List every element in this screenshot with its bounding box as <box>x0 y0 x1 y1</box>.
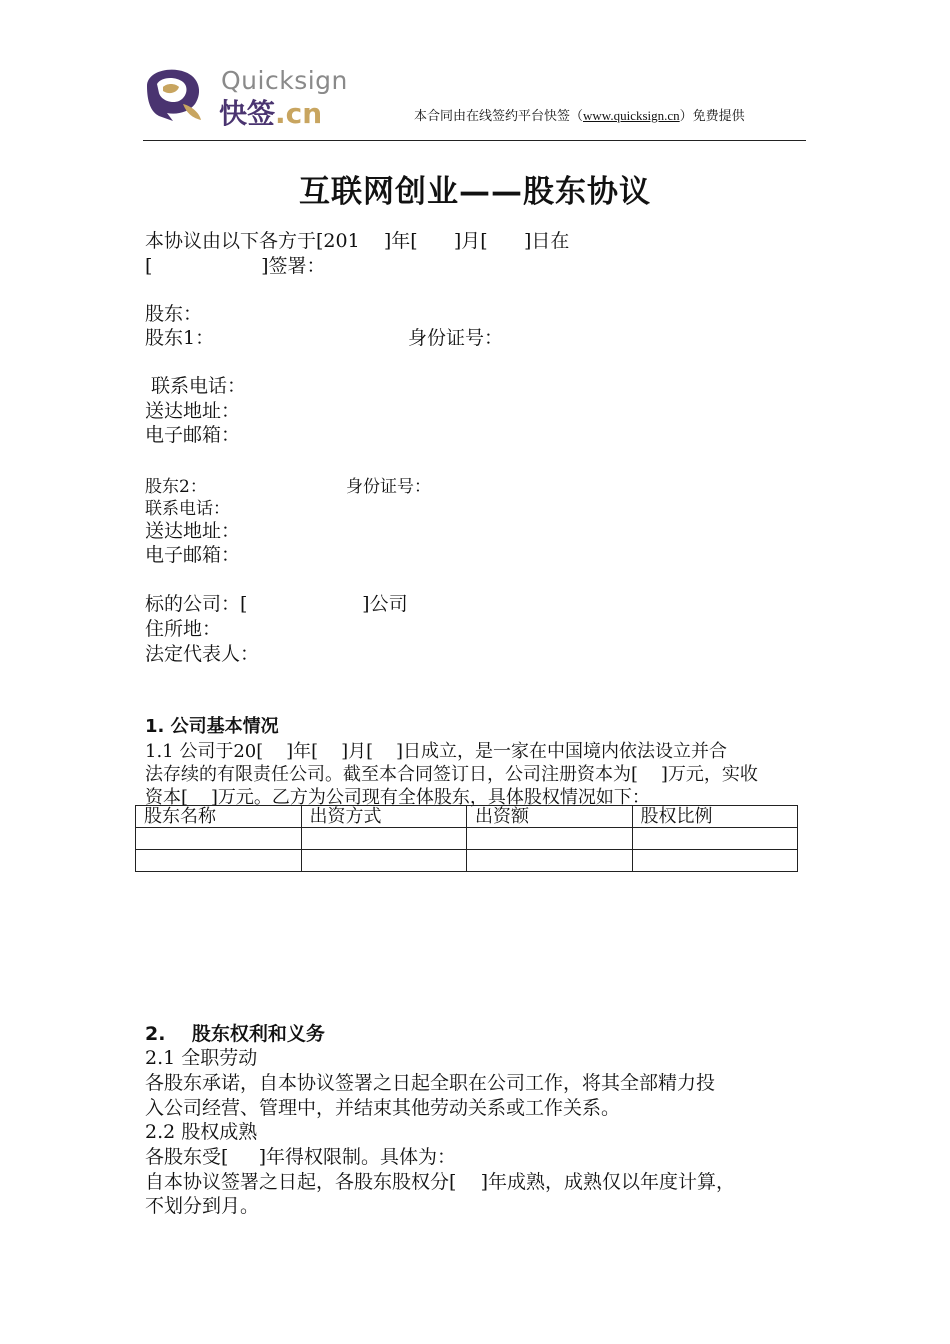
shareholder-2-id: 身份证号： <box>346 477 431 497</box>
shareholder-1-email: 电子邮箱： <box>145 424 241 446</box>
table-header-cell: 出资方式 <box>301 806 467 828</box>
legal-representative: 法定代表人： <box>145 643 260 665</box>
shareholder-1-id: 身份证号： <box>408 327 504 349</box>
provider-link[interactable]: www.quicksign.cn <box>583 108 680 123</box>
shareholder-1-name: 股东1： <box>145 327 215 349</box>
section-2-1-line-2: 入公司经营、管理中，并结束其他劳动关系或工作关系。 <box>145 1097 621 1119</box>
shareholder-2-email: 电子邮箱： <box>145 544 241 566</box>
shareholder-2-name: 股东2： <box>145 477 207 497</box>
table-cell[interactable] <box>136 850 302 872</box>
provider-prefix: 本合同由在线签约平台快签（ <box>414 109 584 124</box>
header-divider <box>143 140 806 141</box>
section-2-heading: 2. 股东权利和义务 <box>145 1023 325 1045</box>
shareholder-1-phone: 联系电话： <box>145 375 247 397</box>
section-2-2-title: 2.2 股权成熟 <box>145 1121 258 1143</box>
document-title: 互联网创业——股东协议 <box>299 174 651 210</box>
table-header-cell: 股东名称 <box>136 806 302 828</box>
section-2-2-line-2: 自本协议签署之日起，各股东股权分[ ]年成熟，成熟仅以年度计算， <box>145 1171 735 1193</box>
intro-line-2: [ ]签署： <box>145 255 326 277</box>
table-header-row <box>136 806 798 828</box>
section-2-2-line-1: 各股东受[ ]年得权限制。具体为： <box>145 1146 457 1168</box>
quicksign-logo-mark-icon <box>143 66 207 124</box>
table-cell[interactable] <box>632 850 798 872</box>
shareholders-label: 股东： <box>145 303 203 325</box>
intro-line-1: 本协议由以下各方于[201 ]年[ ]月[ ]日在 <box>145 230 570 252</box>
shareholding-table <box>135 805 798 872</box>
table-header-cell: 股权比例 <box>632 806 798 828</box>
quicksign-logo <box>143 66 363 130</box>
table-header-cell: 出资额 <box>467 806 633 828</box>
provider-suffix: ）免费提供 <box>679 109 745 124</box>
section-2-2-line-3: 不划分到月。 <box>145 1195 260 1217</box>
shareholder-2-address: 送达地址： <box>145 520 241 542</box>
section-1-1-line-1: 1.1 公司于20[ ]年[ ]月[ ]日成立，是一家在中国境内依法设立并合 <box>145 741 728 762</box>
section-1-heading: 1. 公司基本情况 <box>145 716 279 737</box>
table-cell[interactable] <box>467 850 633 872</box>
section-2-1-title: 2.1 全职劳动 <box>145 1047 258 1069</box>
shareholder-1-address: 送达地址： <box>145 400 241 422</box>
table-row <box>136 828 798 850</box>
logo-chinese-text <box>219 92 322 132</box>
section-1-1-line-2: 法存续的有限责任公司。截至本合同签订日，公司注册资本为[ ]万元，实收 <box>145 764 758 785</box>
table-cell[interactable] <box>632 828 798 850</box>
target-company: 标的公司：[ ]公司 <box>145 593 408 615</box>
shareholder-2-phone: 联系电话： <box>145 499 230 519</box>
logo-cn-suffix: .cn <box>275 97 323 130</box>
logo-english-text: Quicksign <box>221 66 348 95</box>
table-cell[interactable] <box>301 828 467 850</box>
table-cell[interactable] <box>301 850 467 872</box>
table-cell[interactable] <box>136 828 302 850</box>
section-2-1-line-1: 各股东承诺，自本协议签署之日起全职在公司工作，将其全部精力投 <box>145 1072 716 1094</box>
logo-cn-main: 快签 <box>219 97 276 130</box>
section-1-1-line-3: 资本[ ]万元。乙方为公司现有全体股东，具体股权情况如下： <box>145 787 650 808</box>
table-cell[interactable] <box>467 828 633 850</box>
provider-notice <box>414 105 745 124</box>
table-row <box>136 850 798 872</box>
company-residence: 住所地： <box>145 618 222 640</box>
